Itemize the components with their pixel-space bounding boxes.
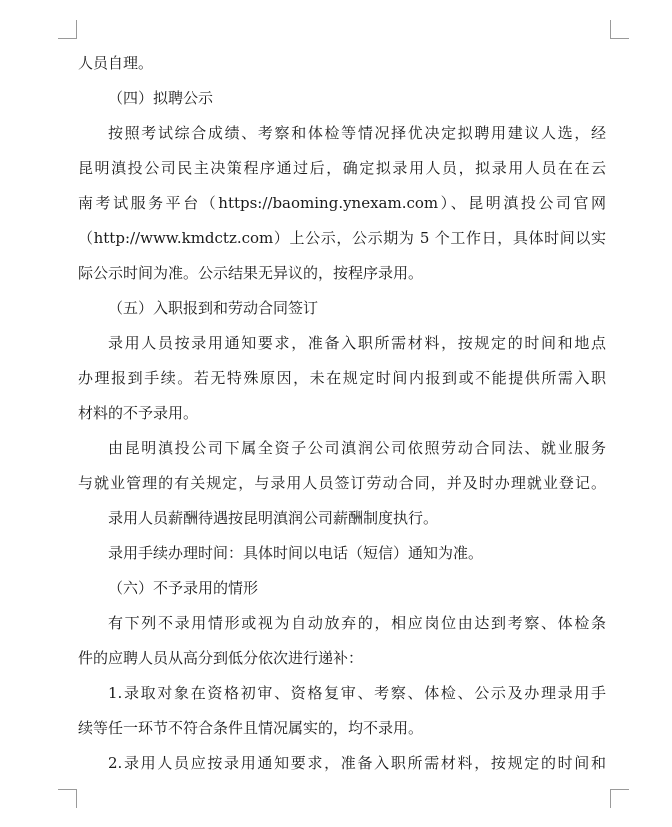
paragraph-line: 南考试服务平台（https://baoming.ynexam.com）、昆明滇投公司官网	[78, 194, 606, 212]
crop-mark-bottom-left	[58, 789, 77, 808]
paragraph-line: 际公示时间为准。公示结果无异议的，按程序录用。	[78, 264, 424, 282]
crop-mark-top-left	[58, 20, 77, 39]
paragraph-line: 人员自理。	[78, 54, 154, 72]
paragraph-line: 由昆明滇投公司下属全资子公司滇润公司依照劳动合同法、就业服务	[108, 439, 606, 457]
crop-mark-bottom-right	[610, 789, 629, 808]
list-item-line: 1.录取对象在资格初审、资格复审、考察、体检、公示及办理录用手	[108, 684, 606, 702]
paragraph-line: 有下列不录用情形或视为自动放弃的，相应岗位由达到考察、体检条	[108, 614, 606, 632]
section-heading-public-notice: （四）拟聘公示	[108, 89, 214, 107]
document-body	[78, 46, 606, 781]
paragraph-line: 按照考试综合成绩、考察和体检等情况择优决定拟聘用建议人选，经	[108, 124, 606, 142]
crop-mark-top-right	[610, 20, 629, 39]
paragraph-line: 录用手续办理时间：具体时间以电话（短信）通知为准。	[108, 544, 484, 562]
paragraph-line: 录用人员薪酬待遇按昆明滇润公司薪酬制度执行。	[108, 509, 439, 527]
paragraph-line: 办理报到手续。若无特殊原因，未在规定时间内报到或不能提供所需入职	[78, 369, 606, 387]
list-item-line: 2.录用人员应按录用通知要求，准备入职所需材料，按规定的时间和	[108, 754, 606, 772]
section-heading-non-hiring: （六）不予录用的情形	[108, 579, 259, 597]
paragraph-line: 昆明滇投公司民主决策程序通过后，确定拟录用人员，拟录用人员在在云	[78, 159, 606, 177]
paragraph-line: 与就业管理的有关规定，与录用人员签订劳动合同，并及时办理就业登记。	[78, 474, 606, 492]
list-item-line: 续等任一环节不符合条件且情况属实的，均不录用。	[78, 719, 424, 737]
paragraph-line: 录用人员按录用通知要求，准备入职所需材料，按规定的时间和地点	[108, 334, 606, 352]
paragraph-line: 材料的不予录用。	[78, 404, 199, 422]
paragraph-line: 件的应聘人员从高分到低分依次进行递补：	[78, 649, 364, 667]
paragraph-line: （http://www.kmdctz.com）上公示，公示期为 5 个工作日，具体时间以实	[78, 229, 606, 247]
section-heading-onboarding: （五）入职报到和劳动合同签订	[108, 299, 319, 317]
